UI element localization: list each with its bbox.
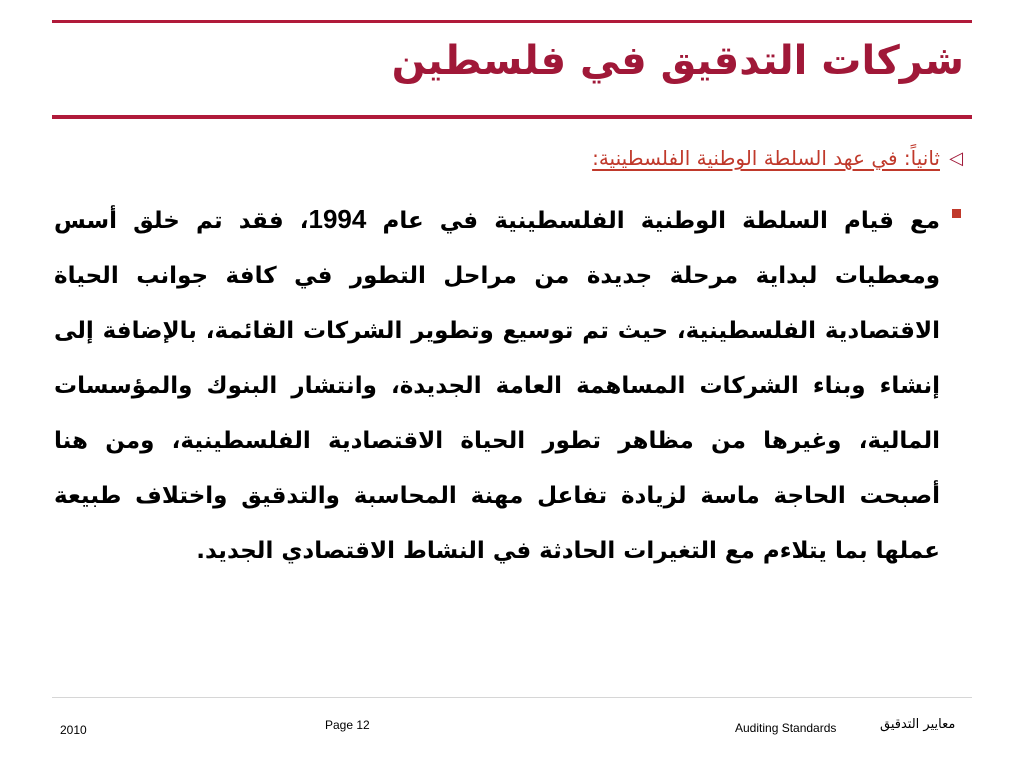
slide-content <box>52 138 972 579</box>
footer-year: 2010 <box>60 723 87 737</box>
slide-title: شركات التدقيق في فلسطين <box>391 38 964 84</box>
section-subheading: ثانياً: في عهد السلطة الوطنية الفلسطينية: <box>592 146 940 170</box>
title-divider <box>52 115 972 119</box>
arrow-bullet-icon: ◁ <box>949 147 963 169</box>
top-divider <box>52 20 972 23</box>
body-paragraph <box>52 192 940 579</box>
paragraph-text-end: ، فقد تم خلق أسس ومعطيات لبداية مرحلة جديدة من مراحل التطور في كافة جوانب الحياة الاقتصادية الفلسطينية، حيث تم توسيع وتطوير الشركات القائمة، بالإضافة إلى إنشاء وبناء الشركات المساهمة العامة الجديدة، وانتشار البنوك والمؤسسات المالية، وغيرها من مظاهر تطور الحياة الاقتصادية الفلسطينية، ومن هنا أصبحت الحاجة ماسة لزيادة تفاعل مهنة المحاسبة والتدقيق واختلاف طبيعة عملها بما يتلاءم مع التغيرات الحادثة في النشاط الاقتصادي الجديد. <box>54 208 940 564</box>
footer-divider <box>52 697 972 698</box>
subheading-row <box>52 138 972 178</box>
footer-standards-label: Auditing Standards <box>735 721 837 735</box>
paragraph-year: 1994 <box>308 204 367 234</box>
bullet-paragraph-row <box>52 192 972 579</box>
square-bullet-icon <box>940 192 972 579</box>
footer-page-number: Page 12 <box>325 718 370 732</box>
paragraph-text-start: مع قيام السلطة الوطنية الفلسطينية في عام <box>366 208 940 234</box>
footer-arabic-title: معايير التدقيق <box>880 717 956 732</box>
